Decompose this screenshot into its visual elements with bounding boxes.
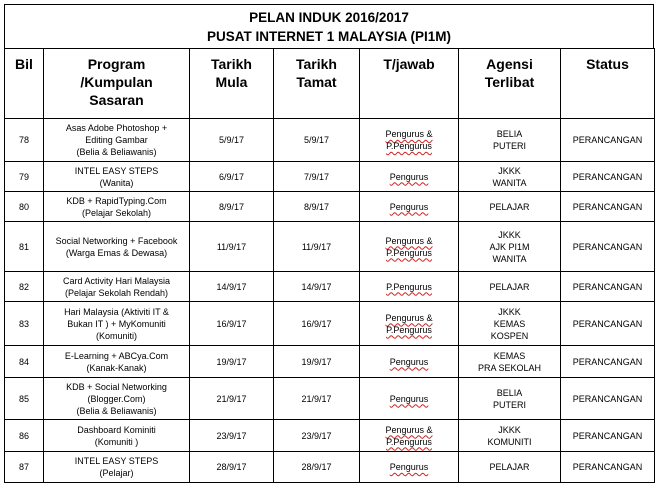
tjawab-line: P.Pengurus	[386, 436, 432, 447]
program-line: (Komuniti)	[95, 330, 137, 341]
program-line: (Belia & Beliawanis)	[76, 405, 157, 416]
row-agensi	[459, 452, 561, 483]
tjawab-line: Pengurus	[389, 356, 429, 367]
row-tarikh-mula: 8/9/17	[190, 192, 274, 222]
row-tjawab	[360, 346, 459, 378]
row-tarikh-tamat: 14/9/17	[274, 272, 360, 302]
row-tarikh-tamat: 5/9/17	[274, 119, 360, 162]
row-status: PERANCANGAN	[561, 378, 655, 420]
title-line-1: PELAN INDUK 2016/2017	[249, 10, 409, 25]
row-bil: 85	[5, 378, 44, 420]
agensi-line: BELIA	[496, 129, 523, 139]
plan-table	[4, 48, 655, 483]
program-line: Social Networking + Facebook	[55, 235, 178, 246]
tjawab-line: P.Pengurus	[386, 247, 432, 258]
row-bil: 81	[5, 222, 44, 272]
row-status: PERANCANGAN	[561, 452, 655, 483]
row-tarikh-mula: 11/9/17	[190, 222, 274, 272]
agensi-line: PRA SEKOLAH	[477, 362, 542, 373]
header-program-line: /Kumpulan	[80, 74, 153, 90]
tjawab-line: P.Pengurus	[386, 324, 432, 335]
row-status: PERANCANGAN	[561, 272, 655, 302]
header-agensi-line: Terlibat	[484, 74, 535, 90]
header-bil: Bil	[5, 49, 44, 119]
agensi-line: PUTERI	[492, 399, 526, 410]
program-line: (Blogger.Com)	[87, 393, 146, 404]
row-tarikh-tamat: 21/9/17	[274, 378, 360, 420]
tjawab-line: Pengurus &	[385, 129, 433, 139]
program-line: KDB + Social Networking	[66, 381, 167, 392]
program-line: (Warga Emas & Dewasa)	[65, 247, 168, 258]
row-tjawab	[360, 378, 459, 420]
tjawab-line: Pengurus	[389, 393, 429, 404]
row-agensi	[459, 192, 561, 222]
row-tarikh-tamat: 7/9/17	[274, 162, 360, 192]
row-program	[44, 272, 190, 302]
table-row	[5, 302, 655, 346]
agensi-line: WANITA	[492, 253, 527, 264]
header-program	[44, 49, 190, 119]
row-status: PERANCANGAN	[561, 420, 655, 452]
row-status: PERANCANGAN	[561, 302, 655, 346]
row-tjawab	[360, 420, 459, 452]
agensi-line: KEMAS	[493, 318, 526, 329]
agensi-line: WANITA	[492, 177, 527, 188]
header-agensi-line: Agensi	[486, 56, 533, 72]
agensi-line: JKKK	[498, 229, 521, 240]
row-agensi	[459, 346, 561, 378]
row-program	[44, 346, 190, 378]
row-bil: 86	[5, 420, 44, 452]
row-tarikh-mula: 6/9/17	[190, 162, 274, 192]
table-row	[5, 162, 655, 192]
header-tarikh-tamat-line: Tarikh	[296, 56, 337, 72]
tjawab-line: Pengurus	[389, 201, 429, 212]
row-bil: 83	[5, 302, 44, 346]
row-agensi	[459, 420, 561, 452]
program-line: KDB + RapidTyping.Com	[66, 195, 167, 206]
row-agensi	[459, 162, 561, 192]
program-line: (Belia & Beliawanis)	[76, 147, 157, 157]
row-agensi	[459, 119, 561, 162]
table-row	[5, 222, 655, 272]
title-block	[4, 4, 654, 49]
agensi-line: PELAJAR	[489, 201, 530, 212]
row-tarikh-tamat: 16/9/17	[274, 302, 360, 346]
tjawab-line: Pengurus &	[385, 235, 433, 246]
program-line: (Wanita)	[99, 177, 134, 188]
row-tarikh-tamat: 19/9/17	[274, 346, 360, 378]
program-line: (Komuniti )	[94, 436, 139, 447]
table-row	[5, 272, 655, 302]
row-bil: 84	[5, 346, 44, 378]
row-program	[44, 162, 190, 192]
agensi-line: PELAJAR	[489, 462, 530, 472]
table-row	[5, 192, 655, 222]
row-bil: 82	[5, 272, 44, 302]
row-status: PERANCANGAN	[561, 119, 655, 162]
program-line: Editing Gambar	[85, 135, 148, 145]
row-tarikh-mula: 21/9/17	[190, 378, 274, 420]
table-row	[5, 346, 655, 378]
agensi-line: AJK PI1M	[489, 241, 530, 252]
row-tarikh-mula: 16/9/17	[190, 302, 274, 346]
header-program-line: Sasaran	[89, 92, 144, 108]
agensi-line: KEMAS	[493, 350, 526, 361]
row-program	[44, 378, 190, 420]
header-tarikh-tamat	[274, 49, 360, 119]
row-tjawab	[360, 302, 459, 346]
row-tarikh-mula: 23/9/17	[190, 420, 274, 452]
agensi-line: KOSPEN	[490, 330, 529, 341]
row-program	[44, 302, 190, 346]
program-line: Hari Malaysia (Aktiviti IT &	[64, 306, 169, 317]
row-status: PERANCANGAN	[561, 222, 655, 272]
program-line: Card Activity Hari Malaysia	[62, 275, 171, 286]
header-agensi	[459, 49, 561, 119]
header-tarikh-mula-line: Tarikh	[211, 56, 252, 72]
header-program-line: Program	[87, 56, 146, 72]
row-agensi	[459, 222, 561, 272]
row-agensi	[459, 302, 561, 346]
row-program	[44, 420, 190, 452]
row-tarikh-mula: 5/9/17	[190, 119, 274, 162]
row-bil: 79	[5, 162, 44, 192]
table-row	[5, 119, 655, 162]
row-tarikh-mula: 14/9/17	[190, 272, 274, 302]
tjawab-line: Pengurus &	[385, 424, 433, 435]
row-program	[44, 119, 190, 162]
agensi-line: PELAJAR	[489, 281, 530, 292]
row-tjawab	[360, 452, 459, 483]
program-line: INTEL EASY STEPS	[74, 456, 159, 466]
title-line-2: PUSAT INTERNET 1 MALAYSIA (PI1M)	[206, 29, 452, 44]
header-tarikh-tamat-line: Tamat	[296, 74, 337, 90]
program-line: INTEL EASY STEPS	[74, 165, 159, 176]
row-program	[44, 192, 190, 222]
agensi-line: JKKK	[498, 306, 521, 317]
tjawab-line: P.Pengurus	[386, 141, 432, 151]
row-tarikh-mula: 19/9/17	[190, 346, 274, 378]
program-line: (Kanak-Kanak)	[86, 362, 147, 373]
row-program	[44, 452, 190, 483]
agensi-line: JKKK	[498, 165, 521, 176]
tjawab-line: Pengurus	[389, 171, 429, 182]
row-tarikh-tamat: 28/9/17	[274, 452, 360, 483]
table-row	[5, 420, 655, 452]
row-tjawab	[360, 222, 459, 272]
table-row	[5, 378, 655, 420]
program-line: (Pelajar Sekolah Rendah)	[64, 287, 169, 298]
program-line: (Pelajar Sekolah)	[81, 207, 152, 218]
header-row	[5, 49, 655, 119]
table-row	[5, 452, 655, 483]
row-tarikh-tamat: 11/9/17	[274, 222, 360, 272]
header-tarikh-mula-line: Mula	[215, 74, 248, 90]
header-tjawab: T/jawab	[360, 49, 459, 119]
row-tarikh-tamat: 23/9/17	[274, 420, 360, 452]
tjawab-line: Pengurus	[389, 462, 429, 472]
row-tarikh-mula: 28/9/17	[190, 452, 274, 483]
agensi-line: KOMUNITI	[487, 436, 532, 447]
row-bil: 80	[5, 192, 44, 222]
program-line: Asas Adobe Photoshop +	[65, 123, 168, 133]
row-status: PERANCANGAN	[561, 346, 655, 378]
agensi-line: PUTERI	[492, 141, 526, 151]
row-program	[44, 222, 190, 272]
program-line: E-Learning + ABCya.Com	[64, 350, 169, 361]
row-bil: 78	[5, 119, 44, 162]
plan-body	[5, 119, 655, 483]
row-tjawab	[360, 272, 459, 302]
program-line: Bukan IT ) + MyKomuniti	[67, 318, 166, 329]
row-status: PERANCANGAN	[561, 192, 655, 222]
row-status: PERANCANGAN	[561, 162, 655, 192]
row-tarikh-tamat: 8/9/17	[274, 192, 360, 222]
row-agensi	[459, 378, 561, 420]
header-status: Status	[561, 49, 655, 119]
row-tjawab	[360, 162, 459, 192]
tjawab-line: P.Pengurus	[386, 281, 432, 292]
row-agensi	[459, 272, 561, 302]
tjawab-line: Pengurus &	[385, 312, 433, 323]
header-tarikh-mula	[190, 49, 274, 119]
row-tjawab	[360, 192, 459, 222]
program-line: Dashboard Kominiti	[77, 424, 156, 435]
agensi-line: JKKK	[498, 424, 521, 435]
program-line: (Pelajar)	[99, 468, 134, 478]
agensi-line: BELIA	[496, 387, 523, 398]
row-tjawab	[360, 119, 459, 162]
row-bil: 87	[5, 452, 44, 483]
